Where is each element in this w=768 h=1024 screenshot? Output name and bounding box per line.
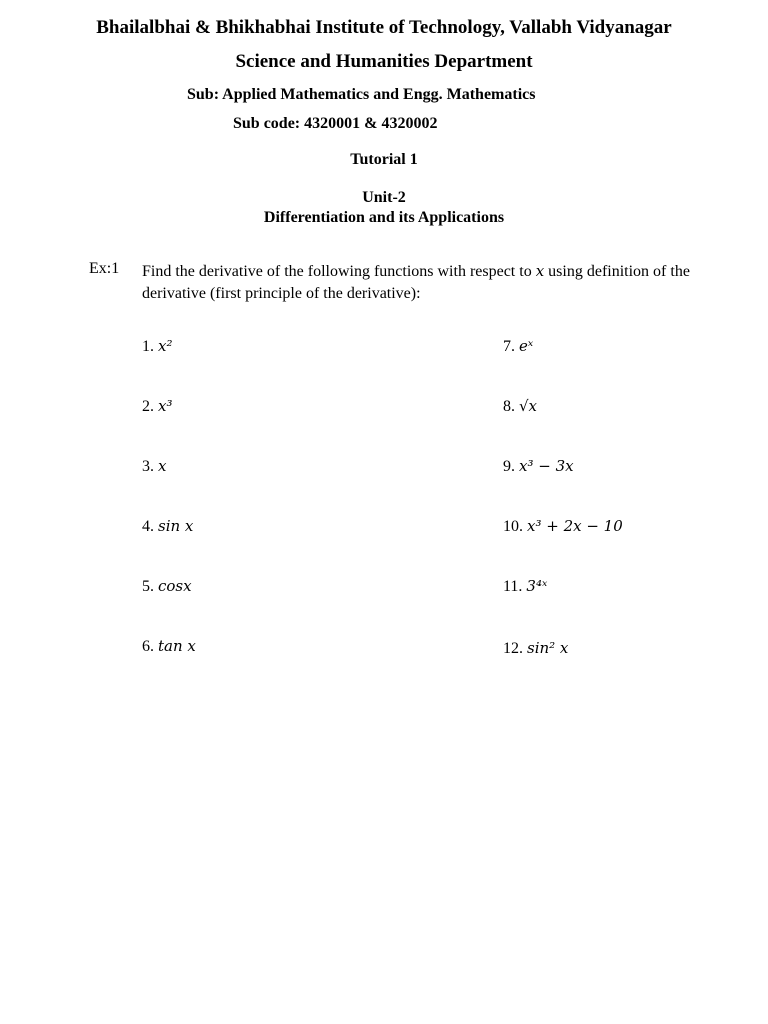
function-expression: x³ + 2x − 10 (527, 517, 623, 535)
list-item: 11. 3⁴ˣ (503, 577, 548, 595)
function-expression: cosx (158, 577, 192, 595)
department-title: Science and Humanities Department (235, 51, 533, 72)
instruction-part-1: Find the derivative of the following functions with respect to (142, 263, 532, 280)
list-item: 5. cosx (142, 577, 192, 595)
function-expression: eˣ (519, 337, 534, 355)
list-item: 9. x³ − 3x (503, 457, 574, 475)
list-item: 12. sin² x (503, 639, 569, 657)
exercise-instruction (142, 260, 752, 305)
function-expression: x³ − 3x (519, 457, 574, 475)
institute-title: Bhailalbhai & Bhikhabhai Institute of Technology, Vallabh Vidyanagar (96, 17, 672, 38)
function-expression: sin² x (527, 639, 569, 657)
function-expression: x² (158, 337, 173, 355)
tutorial-title: Tutorial 1 (350, 151, 418, 168)
instruction-variable: x (535, 262, 545, 280)
subject-line: Sub: Applied Mathematics and Engg. Mathematics (187, 86, 536, 103)
list-item: 3. x (142, 457, 167, 475)
function-expression: x (158, 457, 167, 475)
instruction-part-2: using definition of the derivative (first principle of the derivative): (142, 263, 690, 302)
list-item: 4. sin x (142, 517, 194, 535)
function-expression: x³ (158, 397, 173, 415)
function-expression: √x (519, 397, 538, 415)
list-item: 10. x³ + 2x − 10 (503, 517, 623, 535)
list-item: 1. x² (142, 337, 173, 355)
list-item: 6. tan x (142, 637, 196, 655)
list-item: 2. x³ (142, 397, 173, 415)
list-item: 7. eˣ (503, 337, 534, 355)
unit-title: Unit-2 (362, 189, 406, 206)
unit-topic: Differentiation and its Applications (263, 209, 505, 226)
function-expression: sin x (158, 517, 194, 535)
function-expression: 3⁴ˣ (526, 577, 548, 595)
list-item: 8. √x (503, 397, 538, 415)
exercise-label: Ex:1 (89, 260, 120, 277)
function-expression: tan x (158, 637, 196, 655)
subject-code-line: Sub code: 4320001 & 4320002 (233, 115, 438, 132)
